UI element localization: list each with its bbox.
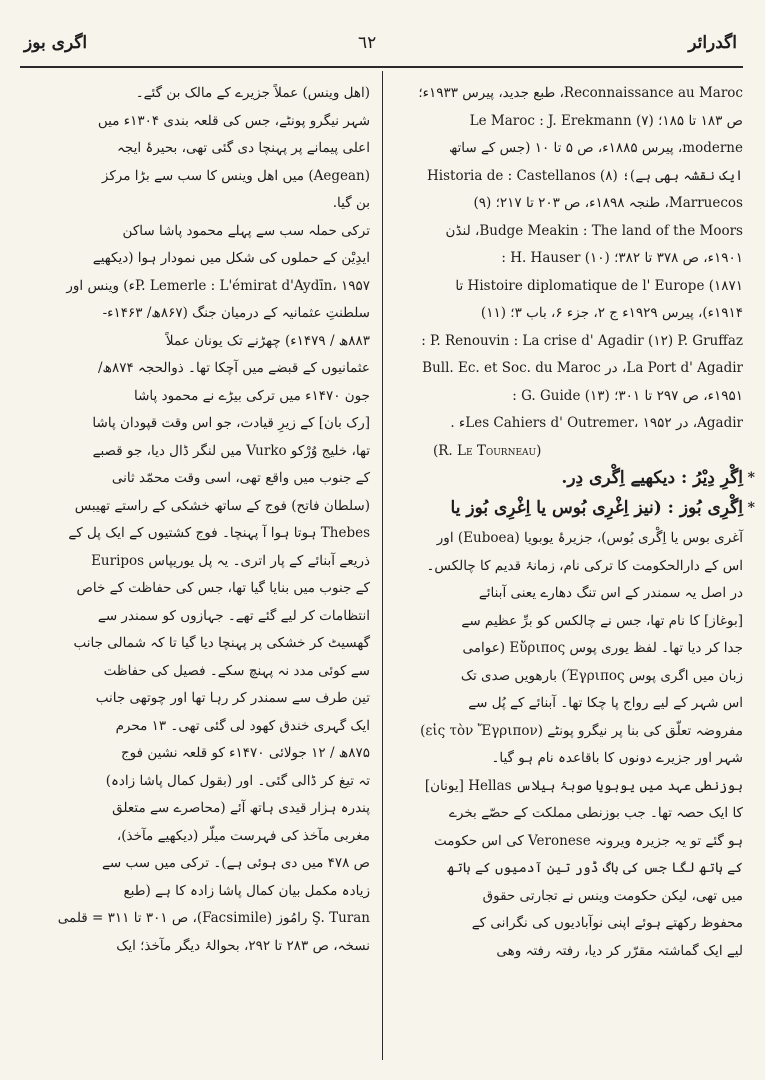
- text-line: ہو گئے تو یہ جزیرہ ویرونہ Veronese کی اس حکومت: [434, 832, 743, 849]
- text-line: سلطنتِ عثمانیہ کے درمیان جنگ (۸۶۷ھ/ ۱۴۶۳ء-: [102, 305, 370, 321]
- text-line: محفوظ رکھتے ہوئے اپنی نوآبادیوں کی نگرانی کے: [471, 915, 743, 931]
- text-line: ایدِیْن کے حملوں کی شکل میں نمودار ہوا (دیکھیے: [92, 250, 370, 266]
- text-line: ص ۱۸۳ تا ۱۸۵؛ (۷) Le Maroc : J. Erekmann: [469, 112, 743, 129]
- text-line: بن گیا.: [332, 195, 370, 211]
- text-line: کے جنوب میں بنایا گیا تھا، جس کی حفاظت کے خاص: [76, 580, 370, 596]
- text-line: ۱۹۰۱ء، ص ۳۷۸ تا ۳۸۲؛ (۱۰) H. Hauser :: [501, 250, 743, 266]
- text-line: اعلی پیمانے پر پہنچا دی گئی تھی، بحیرۂ ایجہ: [116, 140, 370, 156]
- text-line: کے ہاتھ لگا جس کی باگ ڈور تین آدمیوں کے ہاتھ: [446, 860, 743, 876]
- text-line: La Port d' Agadir، در Bull. Ec. et Soc. du Maroc: [422, 360, 743, 376]
- text-line: P. Renouvin : La crise d' Agadir (۱۲) P. Gruffaz :: [421, 332, 743, 349]
- text-line: بوزنطی عہد میں یوبویا صوبۂ ہیلاس Hellas [یونان]: [424, 777, 743, 794]
- text-line: Thebes ہوتا ہوا آ پہنچا۔ فوج کشتیوں کے ایک پل کے: [68, 525, 370, 541]
- text-line: عثمانیوں کے قبضے میں آچکا تھا۔ ذوالحجہ ۸۷۴ھ/: [97, 360, 370, 376]
- text-line: سے کوئی مدد نہ پہنچ سکے۔ فصیل کی حفاظت: [103, 662, 370, 679]
- text-line: اس شہر کے لیے رواج پا چکا تھا۔ آبنائے کے پُل سے: [468, 695, 743, 711]
- entry-heading-egri-boz: [393, 495, 755, 525]
- text-line: زبان میں اگری پوس Έγριπος) بارھویں صدی تک: [460, 667, 743, 684]
- text-line: میں تھی، لیکن حکومت وینس نے تجارتی حقوق: [482, 887, 743, 904]
- text-line: ۱۹۱۴ء)، پیرس ۱۹۲۹ء ج ۲، جزء ۶، باب ۳؛ (۱۱): [480, 305, 743, 321]
- text-line: Agadir، در Les Cahiers d' Outremer، ۱۹۵۲ء .: [450, 415, 743, 431]
- text-line: ذریعے آبنائے کے پار اتری۔ یہ پل یوریپاس Euripos: [91, 552, 370, 569]
- text-line: آغری بوس یا اِگْری بُوس)، جزیرۂ یوبویا (Euboea) اور: [436, 530, 743, 546]
- text-line: moderne، پیرس ۱۸۸۵ء، ص ۵ تا ۱۰ (جس کے ساتھ: [448, 140, 743, 156]
- text-line: ایک نقشہ بھی ہے)؛ (۸) Historia de : Castellanos: [427, 167, 743, 184]
- text-line: مفروضہ تعلّق کی بنا پر نیگرو پونٹے (εἰς τὸν Ἔγριπον): [420, 722, 743, 739]
- page-number: ٦٢: [358, 33, 377, 53]
- text-line: Ş. Turan رامُوز (Facsimile)، ص ۳۰۱ تا ۳۱۱ = قلمی: [57, 910, 370, 926]
- text-line: مغربی مآخذ کی فہرست میلّر (دیکھیے مآخذ)،: [116, 827, 370, 844]
- entry-heading-text: اِگْرِی بُوز : (نیز اِغْرِی بُوس یا اِغْرِی بُوز یا: [450, 498, 743, 518]
- text-line: پندرہ ہزار قیدی ہاتھ آئے (محاصرے سے متعلق: [112, 800, 370, 816]
- text-line: Budge Meakin : The land of the Moors، لنڈن: [445, 222, 743, 239]
- text-line: Reconnaissance au Maroc، طبع جدید، پیرس ۱۹۳۳ء؛: [418, 85, 743, 101]
- text-line: (اھل وینس) عملاً جزیرے کے مالک بن گئے۔: [135, 85, 370, 101]
- text-line: گھسیٹ کر خشکی پر پہنچا دیا گیا تا کہ شمالی جانب: [73, 635, 370, 651]
- running-head-left: اگری بوز: [24, 33, 88, 53]
- left-column: [22, 80, 370, 1070]
- text-line: لیے ایک گماشتہ مقرّر کر دیا، رفتہ رفتہ وھی: [496, 942, 743, 959]
- text-line: انتظامات کر لیے گئے تھے۔ جہازوں کو سمندر سے: [97, 607, 370, 624]
- text-line: (Aegean) میں اھل وینس کا سب سے بڑا مرکز: [101, 167, 370, 184]
- asterisk-icon: *: [747, 470, 755, 486]
- author-signature: (R. Le Tourneau): [433, 442, 542, 459]
- text-line: ۱۹۵۱ء، ص ۲۹۷ تا ۳۰۱؛ (۱۳) G. Guide :: [512, 387, 743, 404]
- text-line: نسخہ، ص ۲۸۳ تا ۲۹۲، بحوالۂ دیگر مآخذ؛ ایک: [116, 937, 370, 954]
- text-line: ترکی حملہ سب سے پہلے محمود پاشا ساکن: [122, 222, 370, 239]
- text-line: کا ایک حصہ تھا۔ جب بوزنطی مملکت کے حصّے بخرے: [448, 805, 743, 821]
- text-line: کے جنوب میں واقع تھی، اسی وقت محمّد ثانی: [111, 470, 370, 486]
- text-line: جون ۱۴۷۰ء میں ترکی بیڑے نے محمود پاشا: [134, 387, 370, 404]
- right-column: [393, 80, 755, 1070]
- text-line: [رک بان] کے زیرِ قیادت، جو اس وقت قپودان پاشا: [92, 415, 370, 431]
- text-line: در اصل یہ سمندر کے اس تنگ دھارے یعنی آبنائے: [478, 585, 743, 601]
- column-divider: [382, 71, 383, 1060]
- running-head-right: اگدرا‌ئر: [688, 33, 737, 53]
- text-line: اس کے دارالحکومت کا ترکی نام، زمانۂ قدیم کا چالکس۔: [426, 557, 743, 574]
- text-line: [بوغاز] کا نام تھا، جس نے چالکس کو برِّ عظیم سے: [461, 612, 743, 629]
- text-line: (سلطان فاتح) فوج کے ساتھ خشکی کے راستے تھیبس: [74, 497, 370, 514]
- text-line: جدا کر دیا تھا۔ لفظ یوری پوس Εὔριπος (عوامی: [462, 640, 743, 656]
- text-line: ۸۸۳ھ / ۱۴۷۹ء) چھڑنے تک یونان عملاً: [165, 332, 370, 349]
- text-line: تہ تیغ کر ڈالی گئی۔ اور (بقول کمال پاشا زادہ): [105, 772, 370, 789]
- text-line: زیادہ مکمل بیان کمال پاشا زادہ کا ہے (طبع: [123, 882, 370, 899]
- entry-heading-egri-dir: [393, 465, 755, 495]
- text-line: شہر نیگرو پونٹے، جس کی قلعہ بندی ۱۳۰۴ء میں: [97, 112, 370, 129]
- entry-heading-text: اِگْرِ دِیْرُ : دیکھیے اِگْری دِر.: [561, 468, 743, 488]
- text-line: Histoire diplomatique de l' Europe (۱۸۷۱ تا: [455, 277, 743, 294]
- header-rule: [20, 66, 743, 68]
- asterisk-icon: *: [747, 500, 755, 516]
- text-line: تین طرف سے سمندر کر رہا تھا اور چوتھی جانب: [95, 690, 370, 706]
- text-line: تھا، خلیج وُرْکو Vurko میں لنگر ڈال دیا، جو قصبے: [92, 442, 370, 459]
- text-line: ص ۴۷۸ میں دی ہوئی ہے)۔ ترکی میں سب سے: [101, 855, 370, 871]
- text-line: ایک گہری خندق کھود لی گئی تھی۔ ۱۳ محرم: [115, 717, 370, 734]
- text-line: ۸۷۵ھ / ۱۲ جولائی ۱۴۷۰ء کو قلعہ نشین فوج: [120, 745, 370, 761]
- text-line: P. Lemerle : L'émirat d'Aydīn، ۱۹۵۷ء) وینس اور: [66, 277, 370, 294]
- text-line: Marruecos، طنجہ ۱۸۹۸ء، ص ۲۰۳ تا ۲۱۷؛ (۹): [473, 195, 743, 211]
- text-line: شہر اور جزیرے دونوں کا باقاعدہ نام ہو گیا۔: [491, 750, 743, 766]
